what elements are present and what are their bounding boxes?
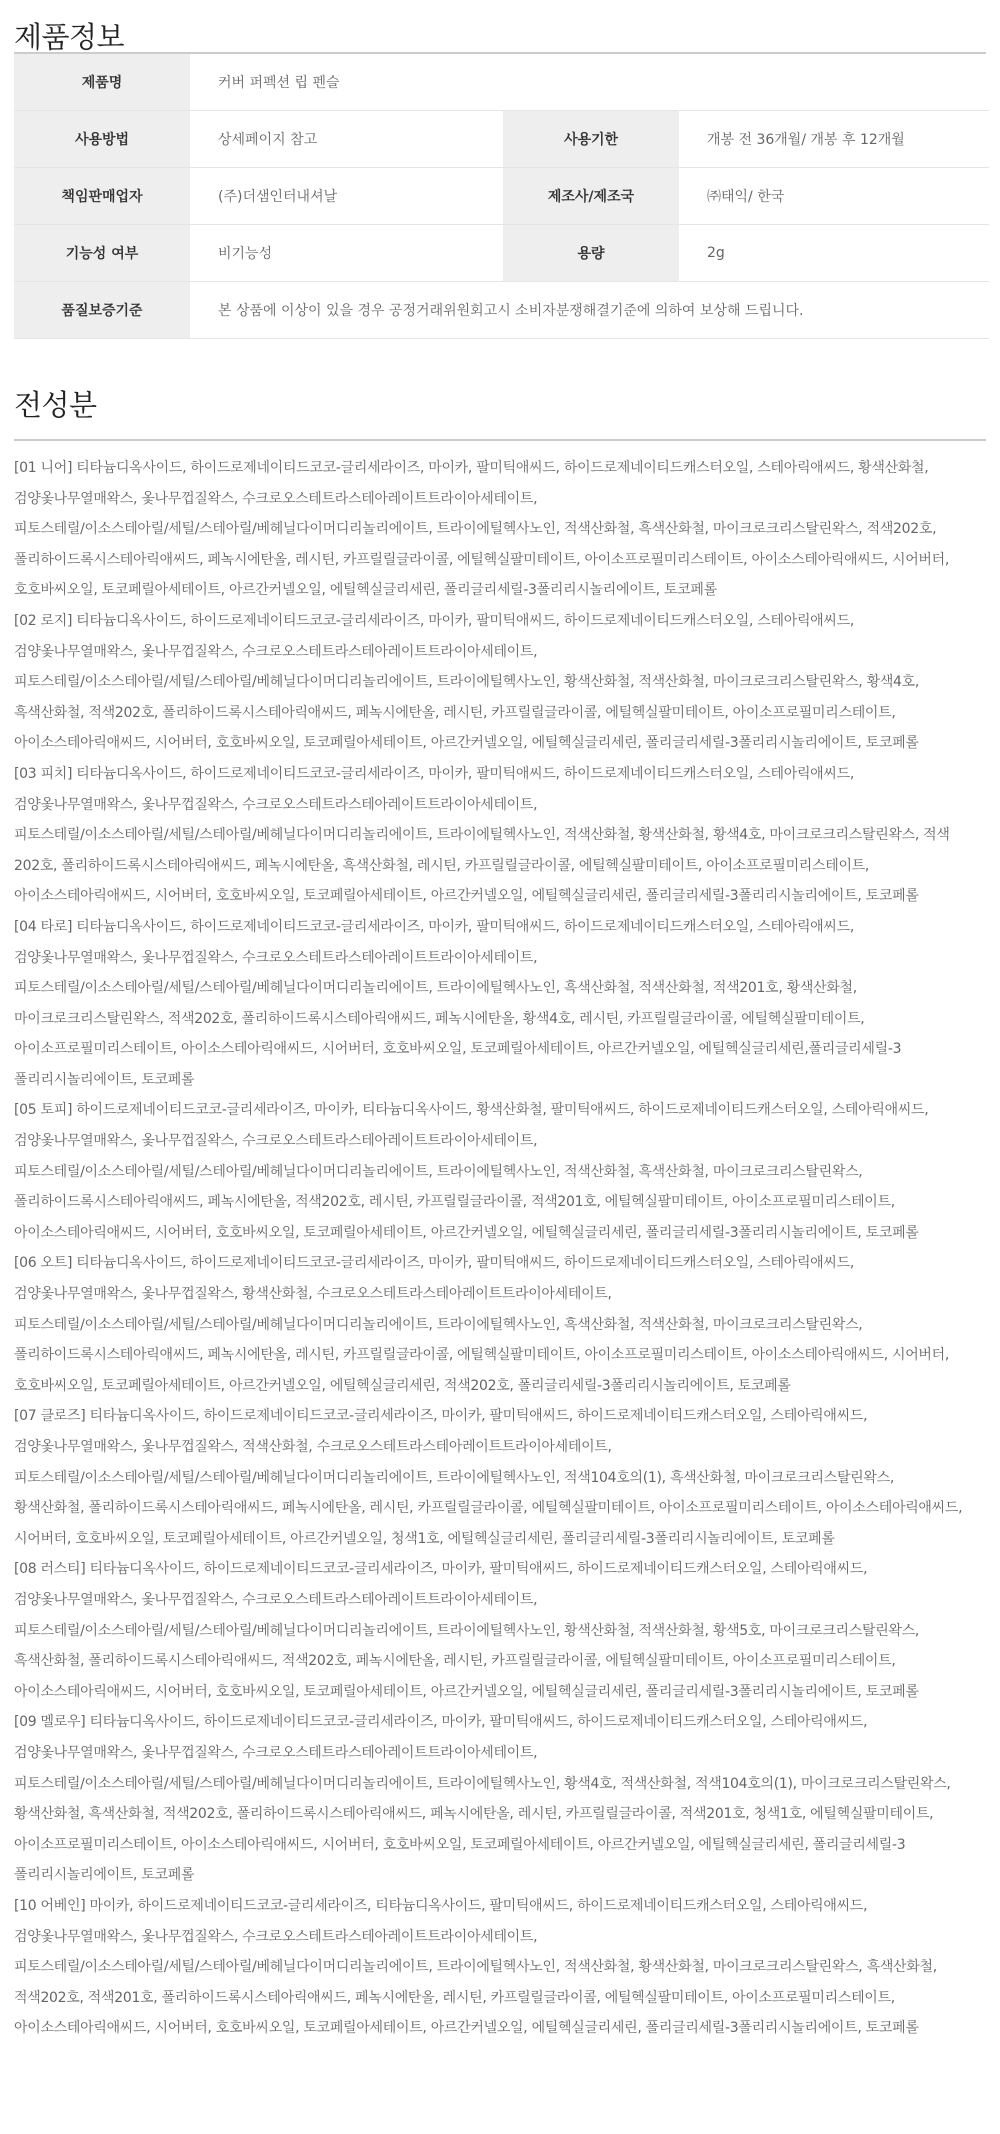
info-value: 비기능성 [190, 225, 503, 282]
ingredients-title: 전성분 [14, 388, 97, 422]
info-label: 품질보증기준 [14, 282, 190, 339]
ingredient-line: 마이크로크리스탈린왁스, 적색202호, 폴리하이드록시스테아릭애씨드, 페녹시에탄올, 황색4호, 레시틴, 카프릴릴글라이콜, 에틸헥실팔미테이트, [14, 1010, 865, 1027]
ingredient-line: 검양옻나무열매왁스, 옻나무껍질왁스, 황색산화철, 수크로오스테트라스테아레이트트라이아세테이트, [14, 1286, 612, 1303]
ingredient-line: 검양옻나무열매왁스, 옻나무껍질왁스, 수크로오스테트라스테아레이트트라이아세테이트, [14, 796, 538, 813]
ingredient-line: 흑색산화철, 적색202호, 폴리하이드록시스테아릭애씨드, 페녹시에탄올, 레시틴, 카프릴릴글라이콜, 에틸헥실팔미테이트, 아이소프로필미리스테이트, [14, 704, 896, 721]
ingredient-line: 아이소스테아릭애씨드, 시어버터, 호호바씨오일, 토코페릴아세테이트, 아르간커넬오일, 에틸헥실글리세린, 폴리글리세릴-3폴리리시놀리에이트, 토코페롤 [14, 2020, 919, 2037]
ingredient-line: 피토스테릴/이소스테아릴/세틸/스테아릴/베헤닐다이머디리놀리에이트, 트라이에틸헥사노인, 적색산화철, 흑색산화철, 마이크로크리스탈린왁스, [14, 1163, 863, 1180]
ingredient-line: 적색202호, 적색201호, 폴리하이드록시스테아릭애씨드, 페녹시에탄올, 레시틴, 카프릴릴글라이콜, 에틸헥실팔미테이트, 아이소프로필미리스테이트, [14, 1989, 895, 2006]
info-row-seller [14, 168, 989, 225]
ingredient-line: 아이소스테아릭애씨드, 시어버터, 호호바씨오일, 토코페릴아세테이트, 아르간커넬오일, 에틸헥실글리세린, 폴리글리세릴-3폴리리시놀리에이트, 토코페롤 [14, 735, 919, 752]
info-row-product-name [14, 54, 989, 111]
ingredient-line: 폴리리시놀리에이트, 토코페롤 [14, 1867, 195, 1884]
ingredient-line: 피토스테릴/이소스테아릴/세틸/스테아릴/베헤닐다이머디리놀리에이트, 트라이에틸헥사노인, 황색산화철, 적색산화철, 마이크로크리스탈린왁스, 황색4호, [14, 674, 920, 691]
ingredient-line: 폴리하이드록시스테아릭애씨드, 페녹시에탄올, 레시틴, 카프릴릴글라이콜, 에틸헥실팔미테이트, 아이소프로필미리스테이트, 아이소스테아릭애씨드, 시어버터, [14, 1347, 950, 1364]
info-value: 상세페이지 참고 [190, 111, 503, 168]
ingredient-line: 아이소프로필미리스테이트, 아이소스테아릭애씨드, 시어버터, 호호바씨오일, 토코페릴아세테이트, 아르간커넬오일, 에틸헥실글리세린,폴리글리세릴-3 [14, 1041, 902, 1058]
ingredient-line: 피토스테릴/이소스테아릴/세틸/스테아릴/베헤닐다이머디리놀리에이트, 트라이에틸헥사노인, 적색산화철, 황색산화철, 황색4호, 마이크로크리스탈린왁스, 적색 [14, 827, 950, 844]
ingredient-line: 폴리리시놀리에이트, 토코페롤 [14, 1071, 195, 1088]
ingredient-line: [01 니어] 티타늄디옥사이드, 하이드로제네이티드코코-글리세라이즈, 마이카, 팔미틱애씨드, 하이드로제네이티드캐스터오일, 스테아릭애씨드, 황색산화철, [14, 460, 929, 476]
ingredients-list [14, 441, 989, 2044]
info-row-quality [14, 282, 989, 339]
product-info-table [14, 54, 989, 339]
ingredient-line: 검양옻나무열매왁스, 옻나무껍질왁스, 수크로오스테트라스테아레이트트라이아세테이트, [14, 1744, 538, 1761]
ingredient-line: 아이소스테아릭애씨드, 시어버터, 호호바씨오일, 토코페릴아세테이트, 아르간커넬오일, 에틸헥실글리세린, 폴리글리세릴-3폴리리시놀리에이트, 토코페롤 [14, 1224, 919, 1241]
ingredient-line: 아이소스테아릭애씨드, 시어버터, 호호바씨오일, 토코페릴아세테이트, 아르간커넬오일, 에틸헥실글리세린, 폴리글리세릴-3폴리리시놀리에이트, 토코페롤 [14, 1683, 919, 1700]
ingredient-line: [06 오트] 티타늄디옥사이드, 하이드로제네이티드코코-글리세라이즈, 마이카, 팔미틱애씨드, 하이드로제네이티드캐스터오일, 스테아릭애씨드, [14, 1255, 855, 1272]
ingredient-line: 검양옻나무열매왁스, 옻나무껍질왁스, 수크로오스테트라스테아레이트트라이아세테이트, [14, 949, 538, 966]
info-value: 본 상품에 이상이 있을 경우 공정거래위원회고시 소비자분쟁해결기준에 의하여 보상해 드립니다. [190, 282, 989, 339]
info-row-usage [14, 111, 989, 168]
ingredient-line: 피토스테릴/이소스테아릴/세틸/스테아릴/베헤닐다이머디리놀리에이트, 트라이에틸헥사노인, 황색산화철, 적색산화철, 황색5호, 마이크로크리스탈린왁스, [14, 1622, 920, 1639]
ingredient-line: [09 멜로우] 티타늄디옥사이드, 하이드로제네이티드코코-글리세라이즈, 마이카, 팔미틱애씨드, 하이드로제네이티드캐스터오일, 스테아릭애씨드, [14, 1714, 868, 1731]
ingredient-line: 폴리하이드록시스테아릭애씨드, 페녹시에탄올, 레시틴, 카프릴릴글라이콜, 에틸헥실팔미테이트, 아이소프로필미리스테이트, 아이소스테아릭애씨드, 시어버터, [14, 551, 950, 568]
ingredient-line: [05 토피] 하이드로제네이티드코코-글리세라이즈, 마이카, 티타늄디옥사이드, 황색산화철, 팔미틱애씨드, 하이드로제네이티드캐스터오일, 스테아릭애씨드, [14, 1102, 929, 1119]
ingredient-line: 검양옻나무열매왁스, 옻나무껍질왁스, 수크로오스테트라스테아레이트트라이아세테이트, [14, 1133, 538, 1150]
info-label: 사용방법 [14, 111, 190, 168]
info-value: 개봉 전 36개월/ 개봉 후 12개월 [679, 111, 989, 168]
product-info-title: 제품정보 [14, 20, 125, 54]
info-label: 사용기한 [503, 111, 679, 168]
ingredient-line: 피토스테릴/이소스테아릴/세틸/스테아릴/베헤닐다이머디리놀리에이트, 트라이에틸헥사노인, 적색산화철, 황색산화철, 마이크로크리스탈린왁스, 흑색산화철, [14, 1959, 937, 1976]
ingredient-line: [03 피치] 티타늄디옥사이드, 하이드로제네이티드코코-글리세라이즈, 마이카, 팔미틱애씨드, 하이드로제네이티드캐스터오일, 스테아릭애씨드, [14, 765, 855, 782]
ingredient-line: 아이소스테아릭애씨드, 시어버터, 호호바씨오일, 토코페릴아세테이트, 아르간커넬오일, 에틸헥실글리세린, 폴리글리세릴-3폴리리시놀리에이트, 토코페롤 [14, 888, 919, 905]
ingredient-line: [04 타로] 티타늄디옥사이드, 하이드로제네이티드코코-글리세라이즈, 마이카, 팔미틱애씨드, 하이드로제네이티드캐스터오일, 스테아릭애씨드, [14, 918, 855, 935]
info-value: (주)더샘인터내셔날 [190, 168, 503, 225]
info-label: 제조사/제조국 [503, 168, 679, 225]
ingredient-line: 피토스테릴/이소스테아릴/세틸/스테아릴/베헤닐다이머디리놀리에이트, 트라이에틸헥사노인, 적색104호의(1), 흑색산화철, 마이크로크리스탈린왁스, [14, 1469, 894, 1486]
info-row-function [14, 225, 989, 282]
ingredient-line: [08 러스티] 티타늄디옥사이드, 하이드로제네이티드코코-글리세라이즈, 마이카, 팔미틱애씨드, 하이드로제네이티드캐스터오일, 스테아릭애씨드, [14, 1561, 868, 1578]
ingredient-line: 호호바씨오일, 토코페릴아세테이트, 아르간커넬오일, 에틸헥실글리세린, 폴리글리세릴-3폴리리시놀리에이트, 토코페롤 [14, 582, 717, 599]
ingredient-line: [07 클로즈] 티타늄디옥사이드, 하이드로제네이티드코코-글리세라이즈, 마이카, 팔미틱애씨드, 하이드로제네이티드캐스터오일, 스테아릭애씨드, [14, 1408, 868, 1425]
ingredient-line: 흑색산화철, 폴리하이드록시스테아릭애씨드, 적색202호, 페녹시에탄올, 레시틴, 카프릴릴글라이콜, 에틸헥실팔미테이트, 아이소프로필미리스테이트, [14, 1653, 896, 1670]
ingredient-line: 검양옻나무열매왁스, 옻나무껍질왁스, 적색산화철, 수크로오스테트라스테아레이트트라이아세테이트, [14, 1439, 612, 1455]
info-label: 용량 [503, 225, 679, 282]
ingredient-line: 아이소프로필미리스테이트, 아이소스테아릭애씨드, 시어버터, 호호바씨오일, 토코페릴아세테이트, 아르간커넬오일, 에틸헥실글리세린, 폴리글리세릴-3 [14, 1836, 906, 1853]
ingredient-line: 호호바씨오일, 토코페릴아세테이트, 아르간커넬오일, 에틸헥실글리세린, 적색202호, 폴리글리세릴-3폴리리시놀리에이트, 토코페롤 [14, 1377, 791, 1394]
ingredient-line: [02 로지] 티타늄디옥사이드, 하이드로제네이티드코코-글리세라이즈, 마이카, 팔미틱애씨드, 하이드로제네이티드캐스터오일, 스테아릭애씨드, [14, 612, 855, 629]
ingredient-line: 황색산화철, 폴리하이드록시스테아릭애씨드, 페녹시에탄올, 레시틴, 카프릴릴글라이콜, 에틸헥실팔미테이트, 아이소프로필미리스테이트, 아이소스테아릭애씨드, [14, 1500, 963, 1517]
ingredient-line: 202호, 폴리하이드록시스테아릭애씨드, 페녹시에탄올, 흑색산화철, 레시틴, 카프릴릴글라이콜, 에틸헥실팔미테이트, 아이소프로필미리스테이트, [14, 857, 870, 874]
ingredient-line: 폴리하이드록시스테아릭애씨드, 페녹시에탄올, 적색202호, 레시틴, 카프릴릴글라이콜, 적색201호, 에틸헥실팔미테이트, 아이소프로필미리스테이트, [14, 1194, 895, 1211]
info-label: 기능성 여부 [14, 225, 190, 282]
ingredient-line: 피토스테릴/이소스테아릴/세틸/스테아릴/베헤닐다이머디리놀리에이트, 트라이에틸헥사노인, 황색4호, 적색산화철, 적색104호의(1), 마이크로크리스탈린왁스, [14, 1775, 951, 1792]
ingredient-line: 검양옻나무열매왁스, 옻나무껍질왁스, 수크로오스테트라스테아레이트트라이아세테이트, [14, 1591, 538, 1608]
ingredient-line: 검양옻나무열매왁스, 옻나무껍질왁스, 수크로오스테트라스테아레이트트라이아세테이트, [14, 490, 538, 507]
info-value: 커버 퍼펙션 립 펜슬 [190, 54, 989, 111]
ingredient-line: 검양옻나무열매왁스, 옻나무껍질왁스, 수크로오스테트라스테아레이트트라이아세테이트, [14, 643, 538, 660]
ingredient-line: 검양옻나무열매왁스, 옻나무껍질왁스, 수크로오스테트라스테아레이트트라이아세테이트, [14, 1928, 538, 1945]
info-value: ㈜태익/ 한국 [679, 168, 989, 225]
info-label: 제품명 [14, 54, 190, 111]
ingredient-line: 시어버터, 호호바씨오일, 토코페릴아세테이트, 아르간커넬오일, 청색1호, 에틸헥실글리세린, 폴리글리세릴-3폴리리시놀리에이트, 토코페롤 [14, 1530, 835, 1547]
ingredient-line: [10 어베인] 마이카, 하이드로제네이티드코코-글리세라이즈, 티타늄디옥사이드, 팔미틱애씨드, 하이드로제네이티드캐스터오일, 스테아릭애씨드, [14, 1897, 868, 1914]
ingredient-line: 피토스테릴/이소스테아릴/세틸/스테아릴/베헤닐다이머디리놀리에이트, 트라이에틸헥사노인, 흑색산화철, 적색산화철, 적색201호, 황색산화철, [14, 980, 857, 997]
ingredient-line: 황색산화철, 흑색산화철, 적색202호, 폴리하이드록시스테아릭애씨드, 페녹시에탄올, 레시틴, 카프릴릴글라이콜, 적색201호, 청색1호, 에틸헥실팔미테이트, [14, 1806, 934, 1823]
info-value: 2g [679, 225, 989, 282]
ingredient-line: 피토스테릴/이소스테아릴/세틸/스테아릴/베헤닐다이머디리놀리에이트, 트라이에틸헥사노인, 적색산화철, 흑색산화철, 마이크로크리스탈린왁스, 적색202호, [14, 521, 937, 538]
ingredient-line: 피토스테릴/이소스테아릴/세틸/스테아릴/베헤닐다이머디리놀리에이트, 트라이에틸헥사노인, 흑색산화철, 적색산화철, 마이크로크리스탈린왁스, [14, 1316, 863, 1333]
info-label: 책임판매업자 [14, 168, 190, 225]
